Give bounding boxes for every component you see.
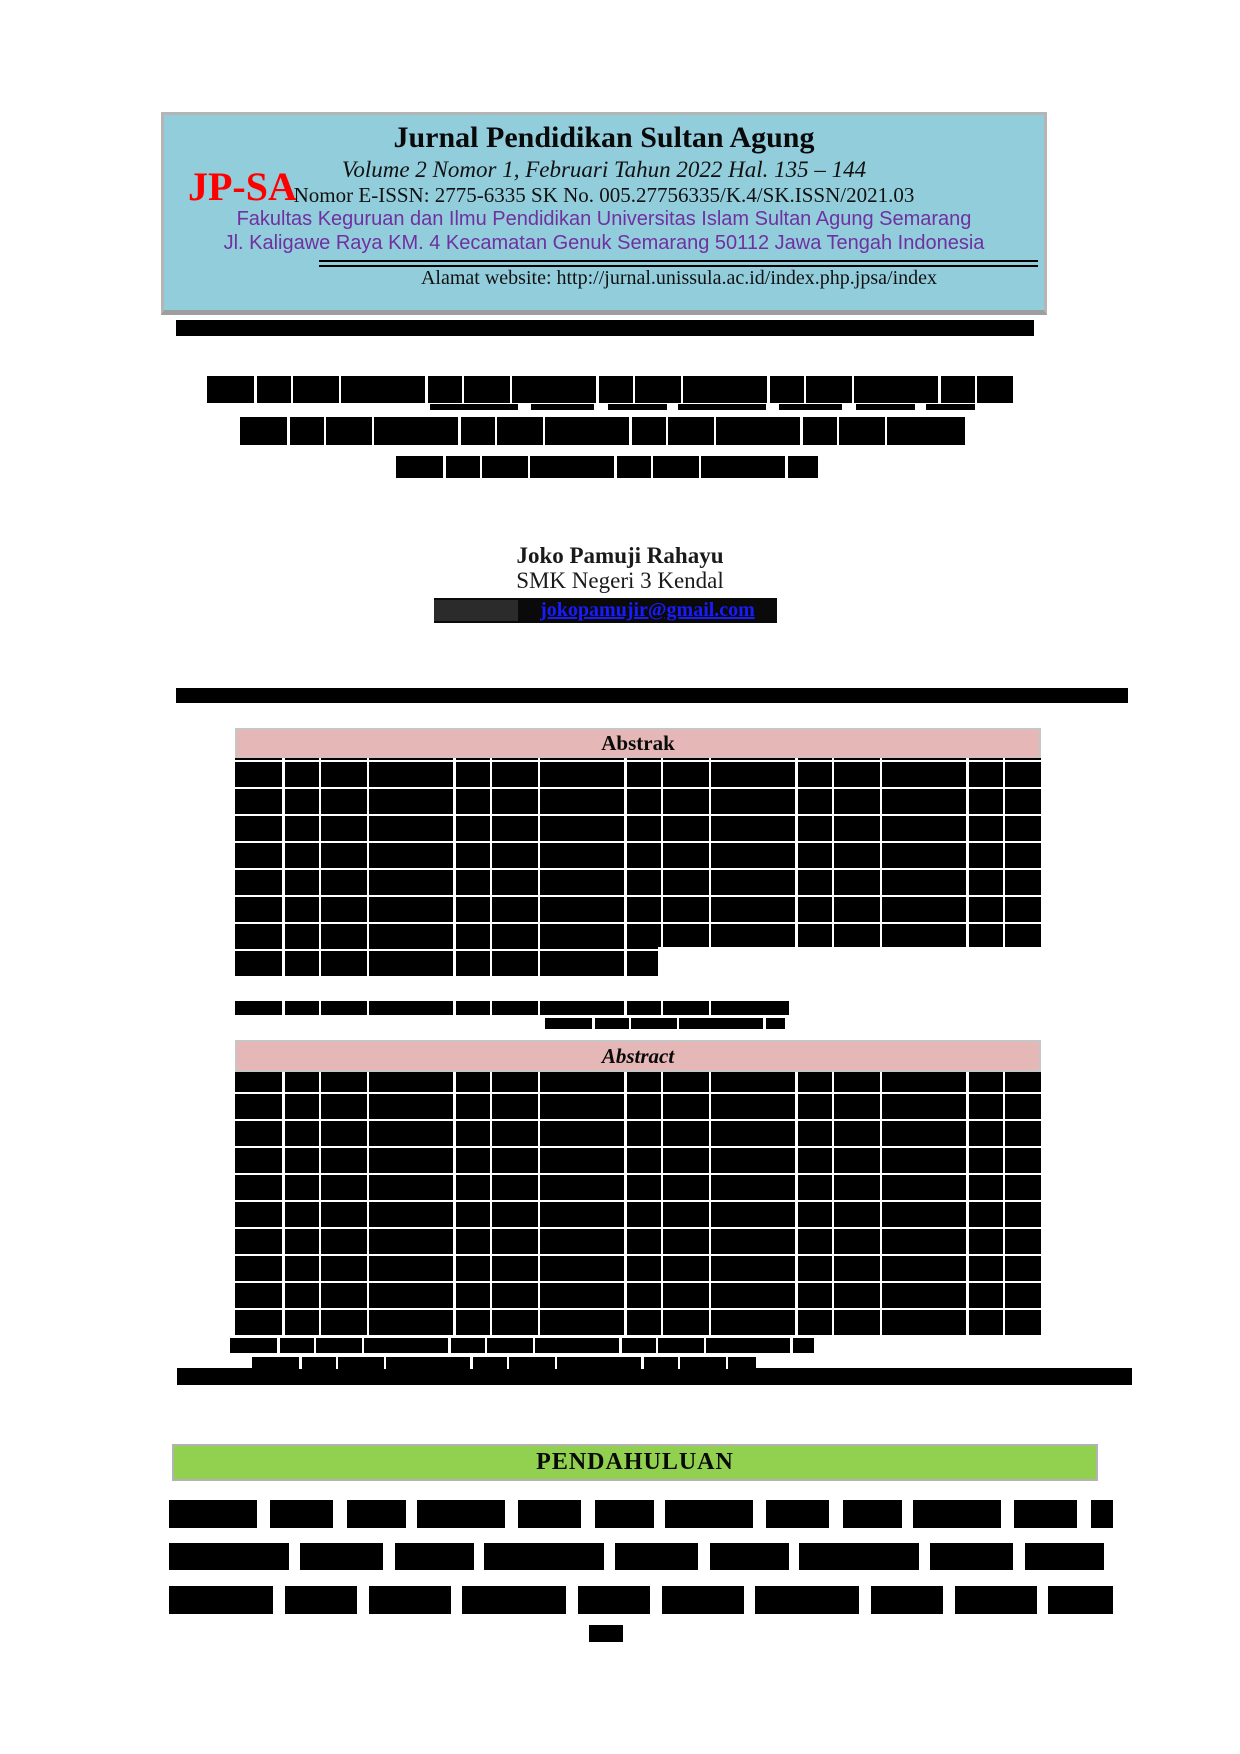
redacted-keywords-id-line-2 — [545, 1018, 785, 1029]
redacted-keywords-en-line-1 — [230, 1338, 814, 1353]
section-header-abstrak: Abstrak — [235, 728, 1041, 759]
redacted-title-subscript-marks — [430, 404, 975, 410]
journal-faculty-line: Fakultas Keguruan dan Ilmu Pendidikan Universitas Islam Sultan Agung Semarang — [236, 208, 972, 230]
journal-website-line: Alamat website: http://jurnal.unissula.ac.id/index.php.jpsa/index — [420, 267, 937, 289]
redacted-abstract-en-block — [235, 1072, 1041, 1335]
redacted-keywords-id-line-1 — [235, 1001, 789, 1015]
journal-logo: JP-SA — [188, 164, 297, 209]
abstract-id-lastline-mask — [658, 947, 1048, 977]
redacted-title-line-3 — [396, 456, 818, 478]
journal-volume-line: Volume 2 Nomor 1, Februari Tahun 2022 Hal. 135 – 144 — [341, 157, 867, 182]
redacted-keywords-en-line-2 — [252, 1357, 756, 1369]
divider-bar-top — [176, 320, 1034, 336]
author-affiliation: SMK Negeri 3 Kendal — [516, 568, 724, 593]
journal-issn-line: Nomor E-ISSN: 2775-6335 SK No. 005.27756335/K.4/SK.ISSN/2021.03 — [293, 183, 915, 207]
author-email-row — [434, 598, 777, 623]
redacted-title-line-2 — [240, 417, 965, 445]
redacted-email-label — [434, 600, 518, 621]
redacted-body-line-3 — [169, 1586, 1113, 1614]
journal-address-line: Jl. Kaligawe Raya KM. 4 Kecamatan Genuk Semarang 50112 Jawa Tengah Indonesia — [223, 232, 985, 254]
author-name: Joko Pamuji Rahayu — [516, 543, 724, 568]
redacted-body-line-1 — [169, 1500, 1113, 1528]
header-double-rule — [319, 260, 1038, 267]
redacted-title-line-1 — [207, 376, 1013, 403]
section-header-abstract: Abstract — [235, 1040, 1041, 1072]
divider-bar-middle — [176, 688, 1128, 703]
divider-bar-bottom — [177, 1368, 1132, 1385]
journal-header — [161, 112, 1047, 315]
journal-title: Jurnal Pendidikan Sultan Agung — [393, 121, 815, 154]
redacted-page-number — [589, 1625, 623, 1642]
redacted-abstract-id-block — [235, 758, 1041, 976]
author-email-link[interactable]: jokopamujir@gmail.com — [540, 599, 755, 621]
redacted-body-line-2 — [169, 1543, 1113, 1570]
section-header-pendahuluan: PENDAHULUAN — [172, 1444, 1098, 1481]
